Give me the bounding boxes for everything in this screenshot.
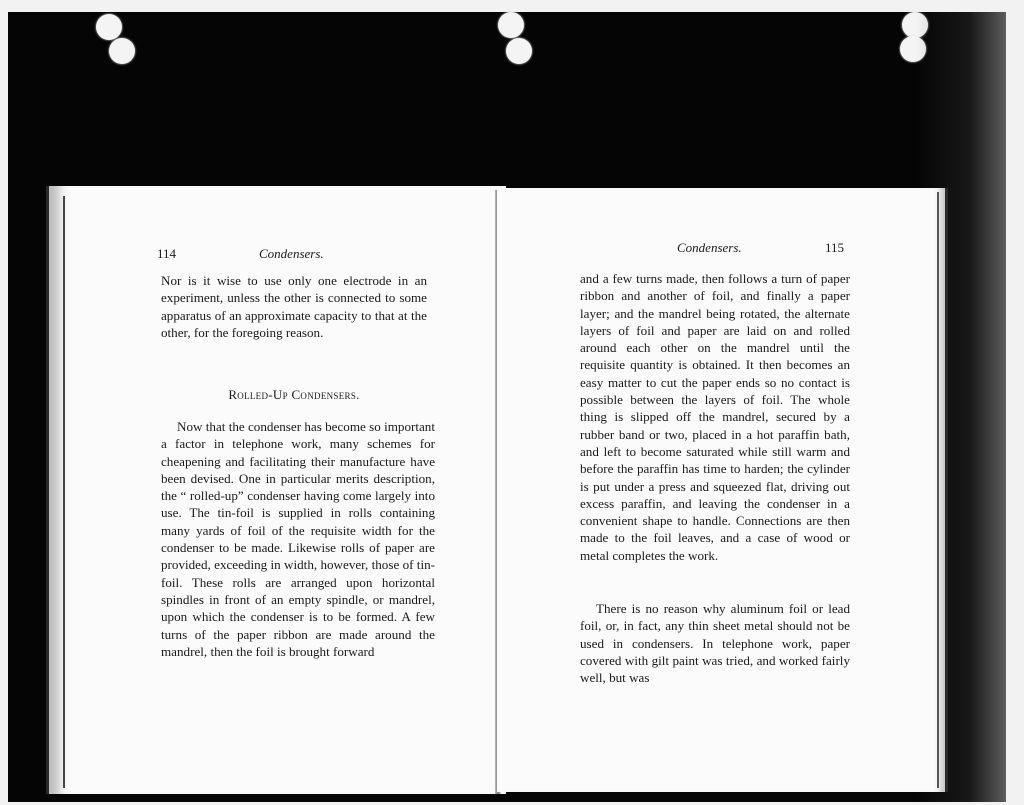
right-paragraph-2-text: There is no reason why aluminum foil or lead foil, or, in fact, any thin sheet metal should not be used in condensers. In telephone work, paper covered with gilt paint was tried, and worked fairly well, but was: [580, 601, 850, 686]
left-page-number: 114: [157, 246, 177, 261]
left-running-title: Condensers.: [259, 246, 324, 261]
right-book-page: [497, 188, 948, 792]
left-running-head: [157, 246, 477, 262]
binder-hole: [498, 12, 524, 38]
right-page-number: 115: [825, 240, 845, 255]
right-paragraph-1: [580, 270, 850, 564]
binder-hole: [506, 38, 532, 64]
binder-hole: [109, 38, 135, 64]
intro-paragraph-text: Nor is it wise to use only one electrode in an experiment, unless the other is connected to some apparatus of an approximate capacity to that at the other, for the foregoing reason.: [161, 273, 427, 340]
binder-hole: [902, 12, 928, 38]
body-paragraph-text: Now that the condenser has become so important a factor in telephone work, many schemes for cheapening and facilitating their manufacture have been devised. One in particular merits description, the “ rolled-up” condenser having come largely into use. The tin-foil is supplied in rolls containing many yards of foil of the requisite width for the condenser to be made. Likewise rolls of paper are provided, exceeding in width, however, those of tin-foil. These rolls are arranged upon horizontal spindles in front of an empty spindle, or mandrel, upon which the condenser is to be formed. A few turns of the paper ribbon are made around the mandrel, then the foil is brought forward: [161, 419, 435, 659]
left-body-paragraph: [161, 418, 435, 660]
left-book-page: [46, 186, 506, 794]
right-running-title: Condensers.: [677, 240, 742, 255]
left-intro-paragraph: [161, 272, 427, 341]
binder-hole: [96, 14, 122, 40]
right-paragraph-1-text: and a few turns made, then follows a turn of paper ribbon and another of foil, and finally a paper layer; and the mandrel being rotated, the alternate layers of foil and paper are laid on and rolled around each other on the mandrel until the requisite quantity is obtained. It then becomes an easy matter to cut the paper ends so no contact is possible between the layers of foil. The whole thing is slipped off the mandrel, secured by a rubber band or two, placed in a hot paraffin bath, and left to become saturated while still warm and before the paraffin has time to harden; the cylinder is put under a press and squeezed flat, driving out excess paraffin, and leaving the condenser in a convenient shape to handle. Connections are then made to the foil leaves, and a case of wood or metal completes the work.: [580, 271, 850, 563]
right-running-head: [677, 240, 857, 256]
section-heading: Rolled-Up Condensers.: [228, 387, 360, 402]
right-paragraph-2: [580, 600, 850, 686]
binder-hole: [900, 36, 926, 62]
